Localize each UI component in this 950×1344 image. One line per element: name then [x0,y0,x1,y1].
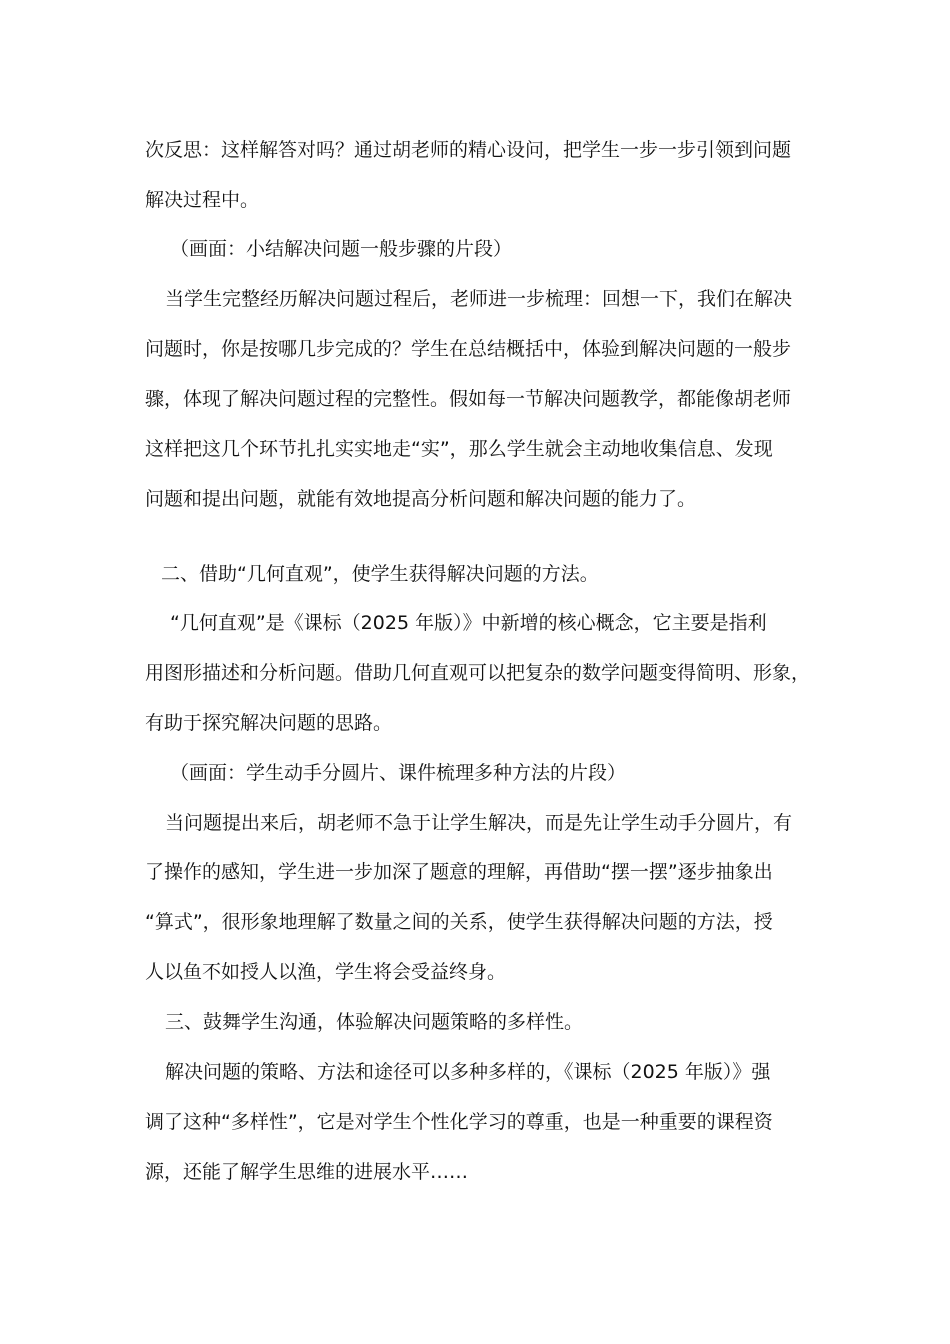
section-heading: 三、鼓舞学生沟通，体验解决问题策略的多样性。 [165,1011,584,1033]
text-line: “几何直观”是《课标（2025 年版）》中新增的核心概念，它主要是指利 [170,612,767,634]
text-line: 当学生完整经历解决问题过程后，老师进一步梳理：回想一下，我们在解决 [165,288,793,310]
text-line: 有助于探究解决问题的思路。 [145,712,393,734]
text-line: 解决问题的策略、方法和途径可以多种多样的，《课标（2025 年版）》强 [165,1061,771,1083]
text-line: 问题时，你是按哪几步完成的？学生在总结概括中，体验到解决问题的一般步 [145,338,792,360]
text-line: 人以鱼不如授人以渔，学生将会受益终身。 [145,961,507,983]
text-line: （画面：学生动手分圆片、课件梳理多种方法的片段） [170,762,627,784]
text-line: 这样把这几个环节扎扎实实地走“实”，那么学生就会主动地收集信息、发现 [145,438,773,460]
text-line: 问题和提出问题，就能有效地提高分析问题和解决问题的能力了。 [145,488,697,510]
text-line: 次反思：这样解答对吗？通过胡老师的精心设问，把学生一步一步引领到问题 [145,139,792,161]
text-line: 源，还能了解学生思维的进展水平…… [145,1161,469,1183]
text-line: 解决过程中。 [145,189,260,211]
text-line: 了操作的感知，学生进一步加深了题意的理解，再借助“摆一摆”逐步抽象出 [145,861,773,883]
text-line: 骤，体现了解决问题过程的完整性。假如每一节解决问题教学，都能像胡老师 [145,388,792,410]
text-line: 用图形描述和分析问题。借助几何直观可以把复杂的数学问题变得简明、形象， [145,662,811,684]
text-line: “算式”，很形象地理解了数量之间的关系，使学生获得解决问题的方法，授 [145,911,773,933]
text-line: （画面：小结解决问题一般步骤的片段） [170,238,513,260]
section-heading: 二、借助“几何直观”，使学生获得解决问题的方法。 [161,563,599,585]
text-line: 调了这种“多样性”，它是对学生个性化学习的尊重，也是一种重要的课程资 [145,1111,773,1133]
text-line: 当问题提出来后，胡老师不急于让学生解决，而是先让学生动手分圆片，有 [165,812,793,834]
